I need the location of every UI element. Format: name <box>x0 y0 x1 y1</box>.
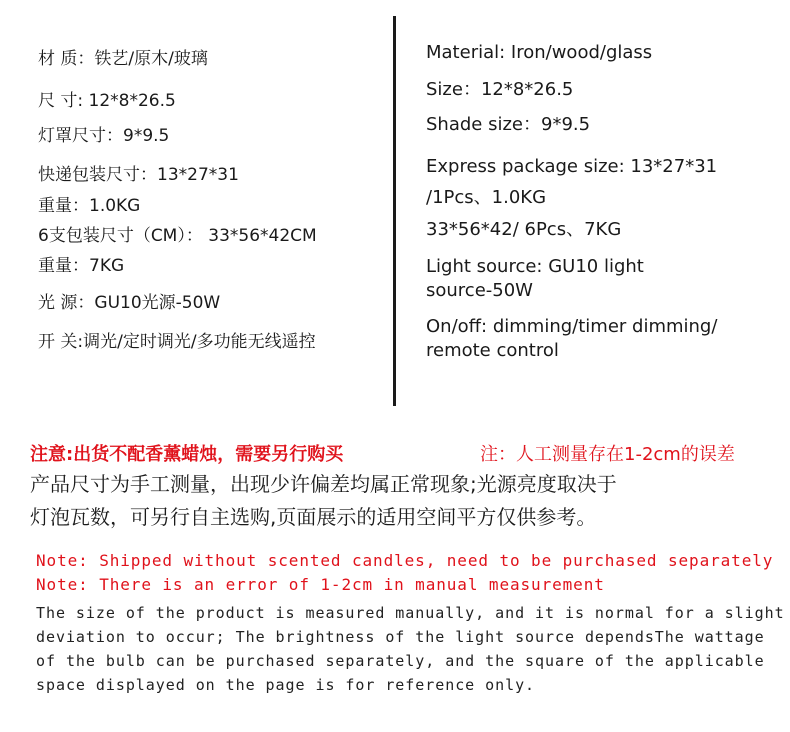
spec-shade-size-en: Shade size：9*9.5 <box>426 114 591 135</box>
spec-package-size-en: Express package size: 13*27*31 <box>426 156 718 177</box>
spec-light-source-en-cont: source-50W <box>426 280 533 301</box>
spec-light-source-cn: 光 源：GU10光源-50W <box>38 293 221 313</box>
notice-no-candles-en: Note: Shipped without scented candles, need to be purchased separately <box>36 551 774 570</box>
notice-no-candles-cn: 注意:出货不配香薰蜡烛，需要另行购买 <box>30 444 344 465</box>
notice-body-en-line-2: deviation to occur; The brightness of the light source dependsThe wattage <box>36 628 765 646</box>
spec-6pcs-package-cn: 6支包装尺寸（CM）： 33*56*42CM <box>38 226 317 246</box>
spec-size-cn: 尺 寸: 12*8*26.5 <box>38 91 176 111</box>
notice-body-cn-line-1: 产品尺寸为手工测量，出现少许偏差均属正常现象;光源亮度取决于 <box>30 472 617 496</box>
spec-material-cn: 材 质：铁艺/原木/玻璃 <box>38 49 208 69</box>
notice-measurement-error-cn: 注：人工测量存在1-2cm的误差 <box>480 444 735 465</box>
spec-switch-cn: 开 关:调光/定时调光/多功能无线遥控 <box>38 332 316 352</box>
notice-body-en-line-1: The size of the product is measured manually, and it is normal for a slight <box>36 604 785 622</box>
spec-light-source-en: Light source: GU10 light <box>426 256 644 277</box>
spec-switch-en-cont: remote control <box>426 340 559 361</box>
notice-body-en-line-3: of the bulb can be purchased separately, and the square of the applicable <box>36 652 765 670</box>
column-divider <box>393 16 396 406</box>
spec-package-weight-en: /1Pcs、1.0KG <box>426 187 547 208</box>
spec-weight-cn: 重量：1.0KG <box>38 196 141 216</box>
spec-shade-size-cn: 灯罩尺寸：9*9.5 <box>38 126 170 146</box>
spec-switch-en: On/off: dimming/timer dimming/ <box>426 316 718 337</box>
spec-6pcs-en: 33*56*42/ 6Pcs、7KG <box>426 219 622 240</box>
notice-body-cn-line-2: 灯泡瓦数，可另行自主选购,页面展示的适用空间平方仅供参考。 <box>30 505 597 529</box>
spec-size-en: Size：12*8*26.5 <box>426 79 574 100</box>
notice-measurement-error-en: Note: There is an error of 1-2cm in manual measurement <box>36 575 605 594</box>
notice-body-en-line-4: space displayed on the page is for reference only. <box>36 676 536 694</box>
spec-material-en: Material: Iron/wood/glass <box>426 42 653 63</box>
spec-package-size-cn: 快递包装尺寸：13*27*31 <box>38 165 239 185</box>
spec-6pcs-weight-cn: 重量：7KG <box>38 256 125 276</box>
